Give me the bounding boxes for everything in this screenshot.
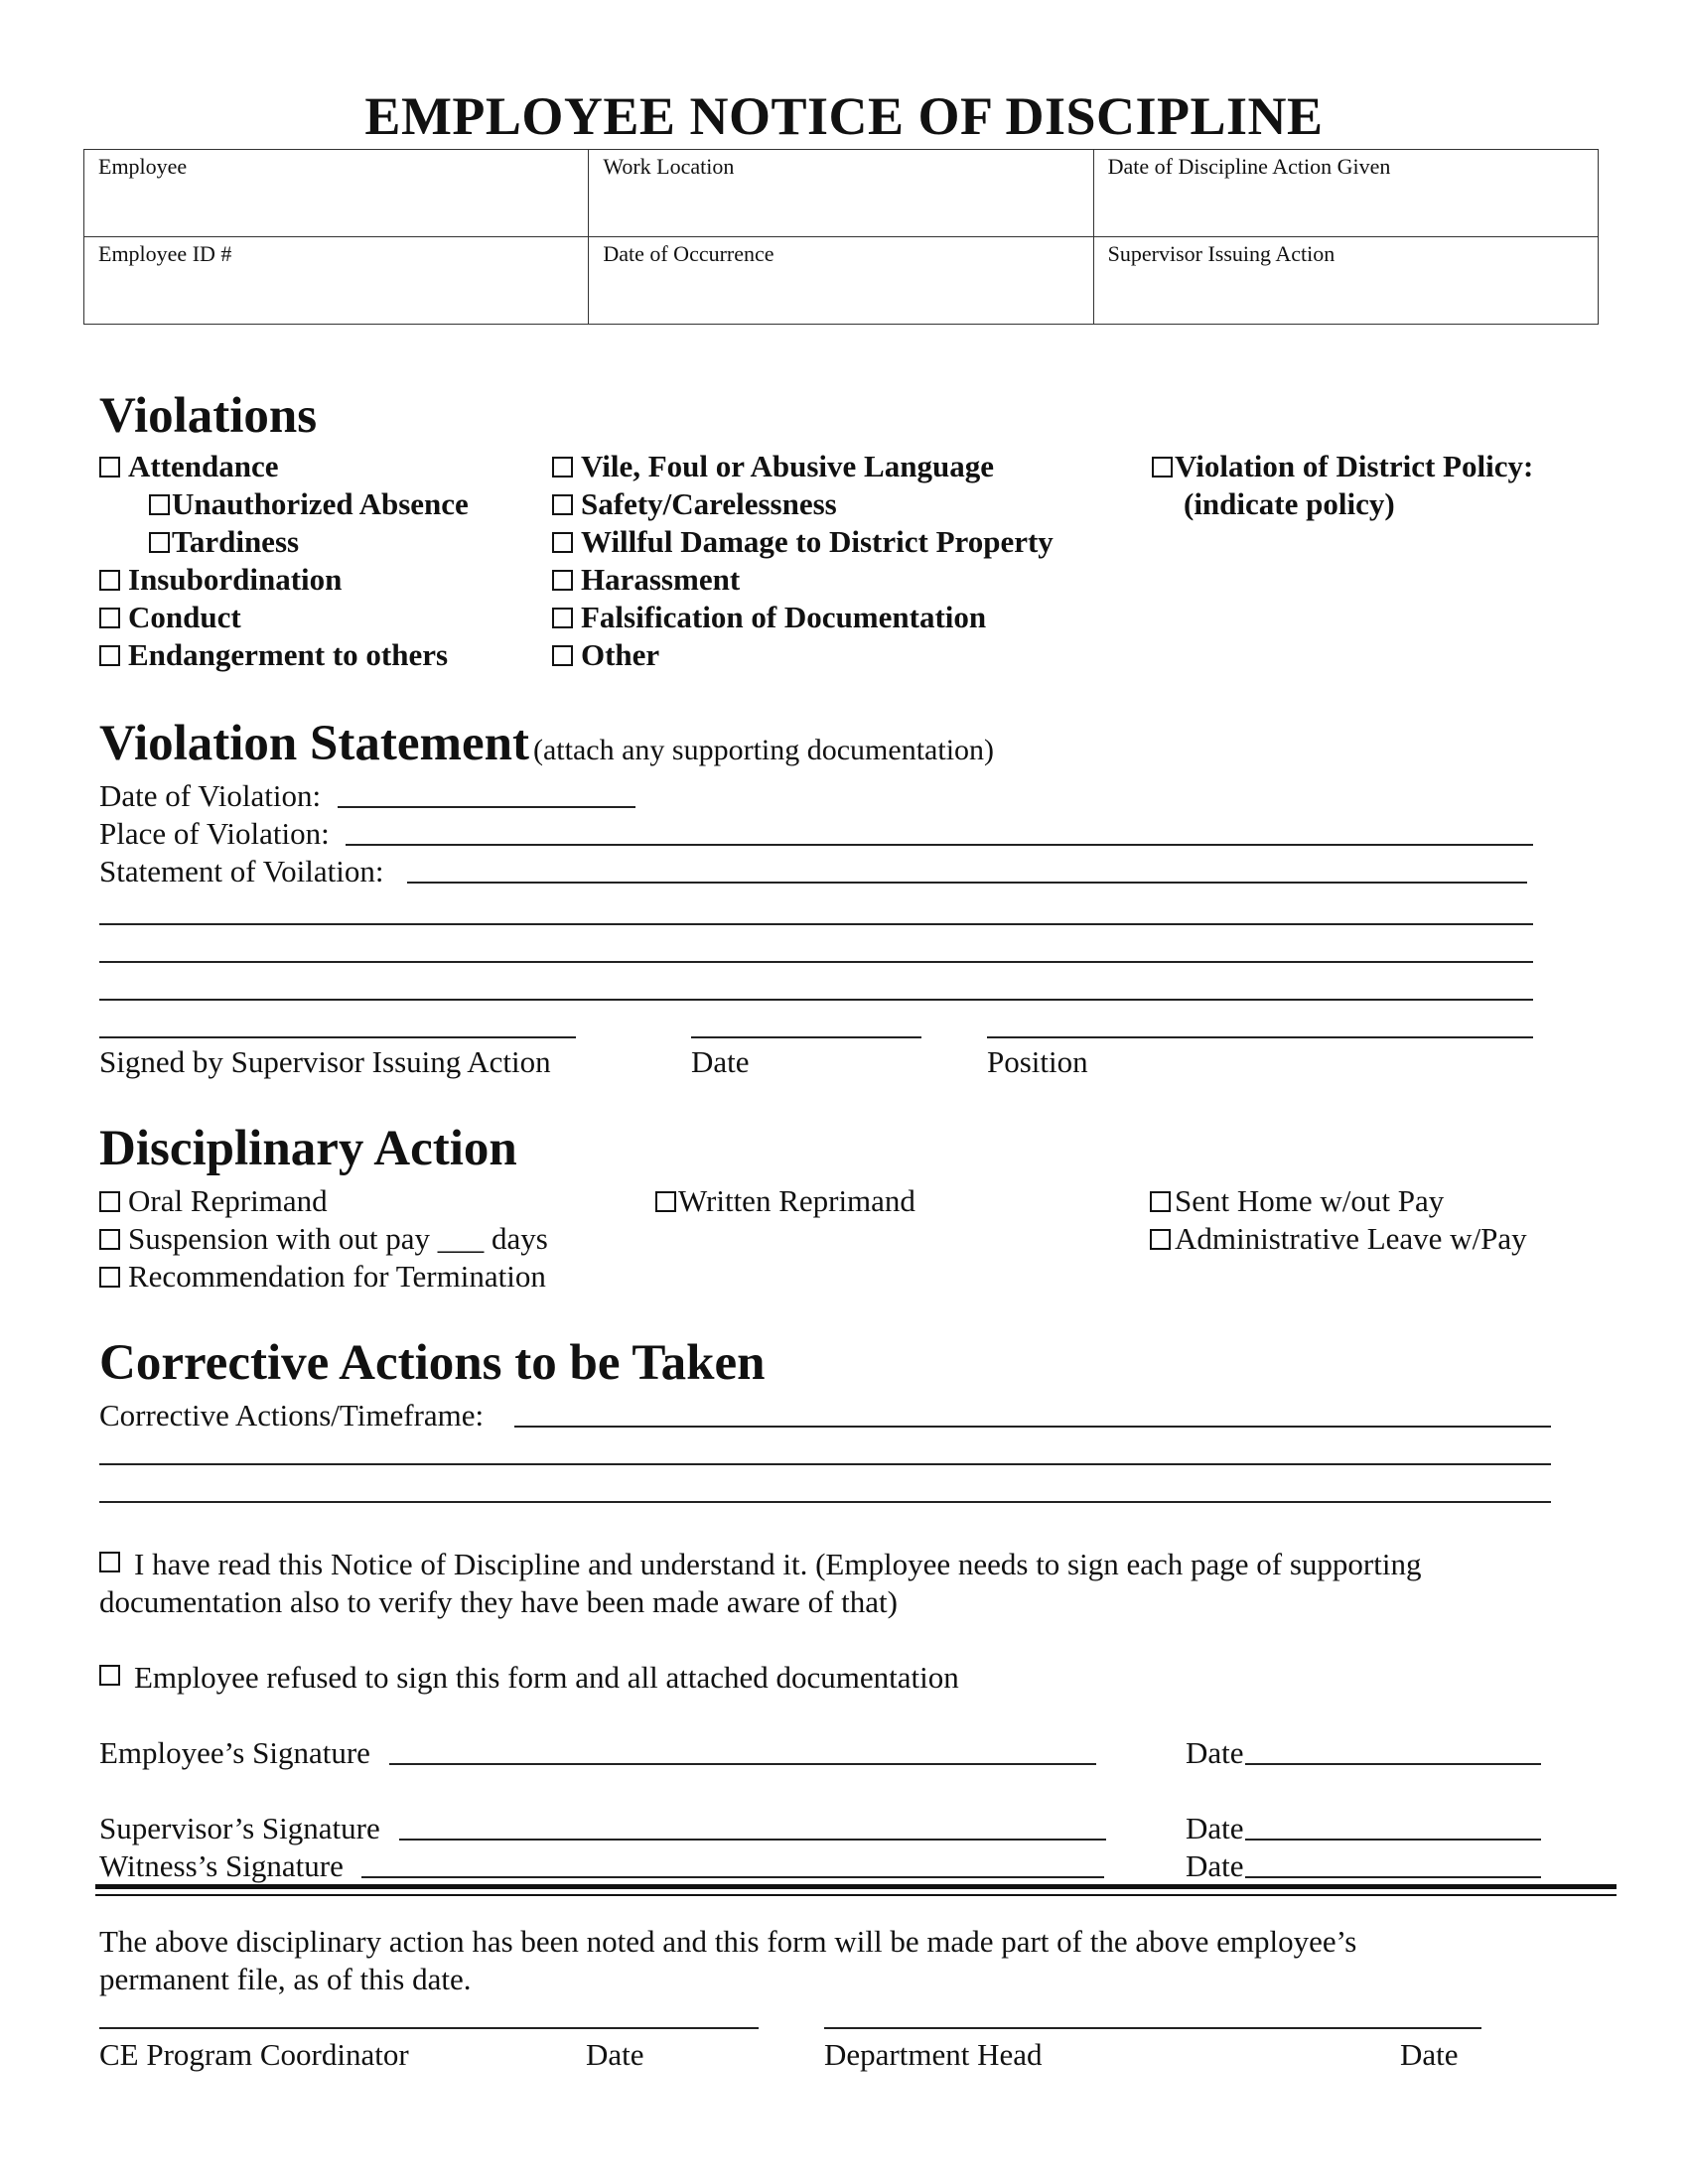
action-label: Written Reprimand [678,1183,915,1218]
violation-label: Attendance [128,449,279,483]
occurrence-date-field[interactable] [589,237,1093,325]
refused-to-sign[interactable] [99,1660,959,1696]
violation-label: Unauthorized Absence [172,486,469,521]
violation-other[interactable] [552,637,659,673]
action-label: Suspension with out pay ___ days [128,1221,548,1256]
acknowledgement-text: I have read this Notice of Discipline and understand it. (Employee needs to sign each page of supporting [134,1547,1422,1581]
checkbox[interactable] [552,570,573,591]
discipline-date-label: Date of Discipline Action Given [1107,154,1391,179]
checkbox[interactable] [1152,457,1173,478]
employee-signature-line[interactable] [389,1763,1096,1765]
action-oral-reprimand[interactable] [99,1183,328,1219]
action-suspension[interactable] [99,1221,548,1257]
violation-label: Violation of District Policy: [1175,449,1534,483]
violation-district-policy[interactable] [1152,449,1533,484]
violation-label: Falsification of Documentation [581,600,987,634]
department-head-signature-line[interactable] [824,2027,1481,2029]
violations-heading: Violations [99,388,318,444]
checkbox[interactable] [1150,1229,1171,1250]
violation-label: Harassment [581,562,741,597]
checkbox[interactable] [99,570,120,591]
statement-line[interactable] [99,961,1533,963]
checkbox[interactable] [99,1552,120,1572]
action-label: Recommendation for Termination [128,1259,546,1294]
violation-abusive-language[interactable] [552,449,994,484]
checkbox[interactable] [552,457,573,478]
action-label: Sent Home w/out Pay [1175,1183,1445,1218]
violation-label: Vile, Foul or Abusive Language [581,449,994,483]
checkbox[interactable] [552,645,573,666]
indicate-policy-label: (indicate policy) [1184,486,1395,521]
statement-line[interactable] [407,882,1527,884]
department-head-date-label: Date [1400,2037,1459,2072]
violation-label: Insubordination [128,562,343,597]
violation-label: Conduct [128,600,241,634]
date-line[interactable] [691,1036,921,1038]
violation-label: Other [581,637,660,672]
employee-info-table [83,149,1599,325]
checkbox[interactable] [99,1229,120,1250]
corrective-actions-line[interactable] [514,1426,1551,1428]
checkbox[interactable] [655,1191,676,1212]
checkbox[interactable] [99,645,120,666]
section-divider-thick [95,1884,1617,1889]
witness-date-line[interactable] [1245,1876,1541,1878]
employee-date-line[interactable] [1245,1763,1541,1765]
checkbox[interactable] [149,494,170,515]
coordinator-signature-line[interactable] [99,2027,759,2029]
violation-label: Willful Damage to District Property [581,524,1054,559]
action-label: Administrative Leave w/Pay [1175,1221,1527,1256]
employee-signature-label: Employee’s Signature [99,1735,370,1770]
coordinator-label: CE Program Coordinator [99,2037,409,2072]
position-line[interactable] [987,1036,1533,1038]
violation-insubordination[interactable] [99,562,342,598]
supervisor-signature-label: Supervisor’s Signature [99,1811,380,1845]
action-sent-home[interactable] [1150,1183,1444,1219]
date-of-violation-line[interactable] [338,806,635,808]
department-head-label: Department Head [824,2037,1043,2072]
corrective-actions-label: Corrective Actions/Timeframe: [99,1398,485,1433]
violation-unauthorized-absence[interactable] [149,486,469,522]
supervisor-signature-line[interactable] [99,1036,576,1038]
violation-endangerment[interactable] [99,637,448,673]
supervisor-date-line[interactable] [1245,1839,1541,1841]
checkbox[interactable] [99,457,120,478]
date-label: Date [691,1044,750,1079]
action-admin-leave[interactable] [1150,1221,1527,1257]
statement-line[interactable] [99,923,1533,925]
violation-conduct[interactable] [99,600,241,635]
employee-id-label: Employee ID # [98,241,232,266]
form-title: EMPLOYEE NOTICE OF DISCIPLINE [364,86,1324,146]
place-of-violation-line[interactable] [346,844,1533,846]
violation-willful-damage[interactable] [552,524,1054,560]
violation-harassment[interactable] [552,562,740,598]
checkbox[interactable] [99,608,120,628]
action-written-reprimand[interactable] [655,1183,915,1219]
supervisor-date-label: Date [1186,1811,1244,1845]
checkbox[interactable] [552,494,573,515]
supervisor-label: Supervisor Issuing Action [1107,241,1336,266]
place-of-violation-label: Place of Violation: [99,816,330,851]
statement-of-violation-label: Statement of Voilation: [99,854,384,888]
refused-text: Employee refused to sign this form and all attached documentation [134,1660,959,1695]
violation-safety[interactable] [552,486,837,522]
employee-field[interactable] [84,150,589,237]
employee-label: Employee [98,154,188,179]
checkbox[interactable] [1150,1191,1171,1212]
coordinator-date-label: Date [586,2037,644,2072]
employee-id-field[interactable] [84,237,589,325]
work-location-field[interactable] [589,150,1093,237]
violation-label: Safety/Carelessness [581,486,837,521]
witness-date-label: Date [1186,1848,1244,1883]
checkbox[interactable] [552,532,573,553]
checkbox[interactable] [99,1665,120,1686]
employee-date-label: Date [1186,1735,1244,1770]
checkbox[interactable] [99,1267,120,1288]
section-note: (attach any supporting documentation) [532,734,995,766]
witness-signature-line[interactable] [361,1876,1104,1878]
checkbox[interactable] [149,532,170,553]
date-of-violation-label: Date of Violation: [99,778,322,813]
witness-signature-label: Witness’s Signature [99,1848,344,1883]
read-acknowledgement[interactable] [99,1547,1421,1582]
checkbox[interactable] [99,1191,120,1212]
violation-label: Tardiness [172,524,300,559]
violation-attendance[interactable] [99,449,279,484]
acknowledgement-text-line2: documentation also to verify they have been made aware of that) [99,1584,898,1619]
work-location-label: Work Location [603,154,735,179]
section-divider-thin [95,1894,1617,1896]
statement-line[interactable] [99,999,1533,1001]
supervisor-field[interactable] [1093,237,1598,325]
discipline-date-field[interactable] [1093,150,1598,237]
supervisor-signature-line[interactable] [399,1839,1106,1841]
occurrence-date-label: Date of Occurrence [603,241,774,266]
action-label: Oral Reprimand [128,1183,328,1218]
footer-statement-line2: permanent file, as of this date. [99,1962,472,1996]
action-termination[interactable] [99,1259,546,1295]
violation-tardiness[interactable] [149,524,299,560]
violation-label: Endangerment to others [128,637,449,672]
footer-statement-line1: The above disciplinary action has been noted and this form will be made part of the above employee’s [99,1924,1357,1959]
signed-by-supervisor-label: Signed by Supervisor Issuing Action [99,1044,551,1079]
section-title: Violation Statement [99,716,529,771]
disciplinary-action-heading: Disciplinary Action [99,1121,517,1176]
corrective-actions-heading: Corrective Actions to be Taken [99,1335,766,1391]
corrective-actions-line[interactable] [99,1501,1551,1503]
checkbox[interactable] [552,608,573,628]
violation-statement-heading [99,715,994,772]
violation-falsification[interactable] [552,600,986,635]
position-label: Position [987,1044,1088,1079]
corrective-actions-line[interactable] [99,1463,1551,1465]
